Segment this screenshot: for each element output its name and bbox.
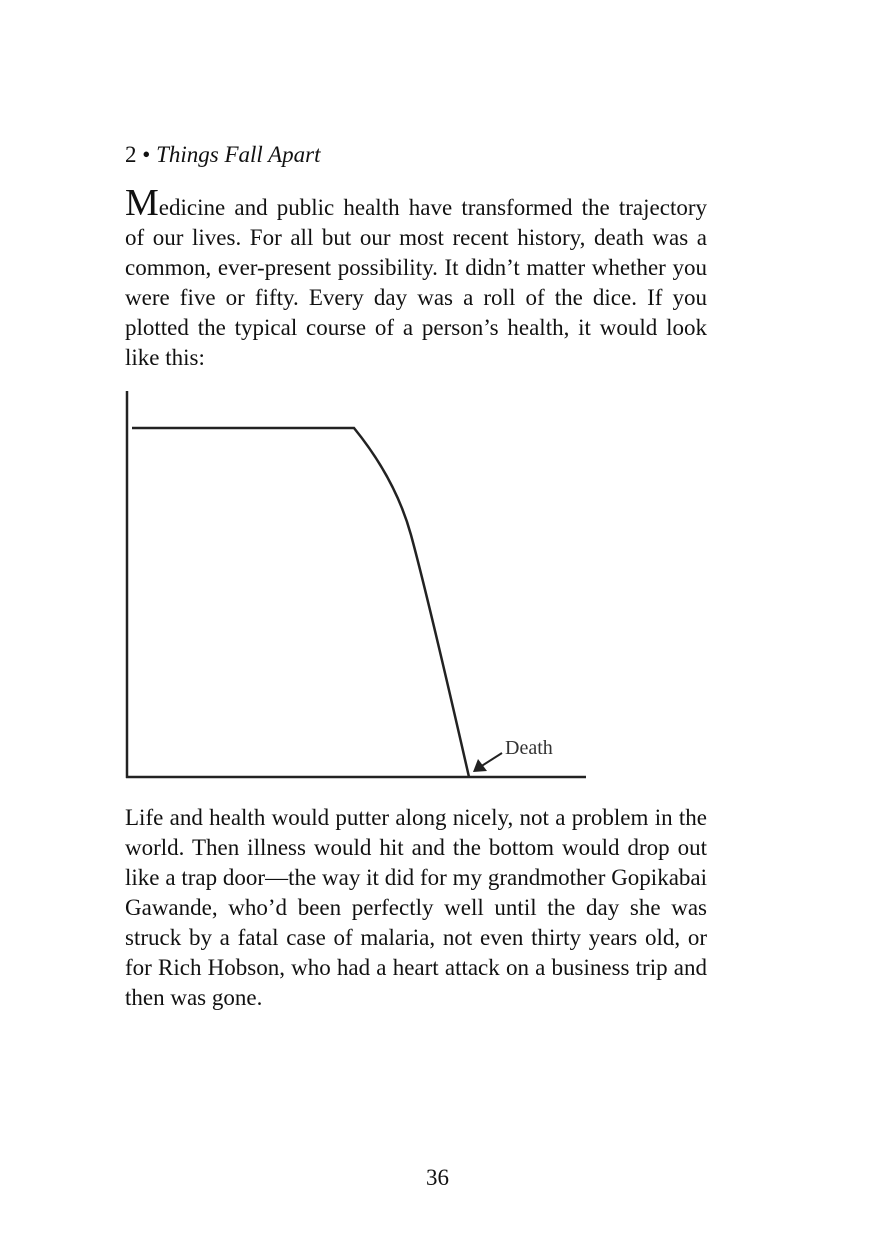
health-curve [132, 428, 469, 777]
running-head [125, 140, 321, 170]
chapter-title: Things Fall Apart [156, 142, 321, 167]
drop-cap: M [125, 182, 159, 224]
death-label: Death [505, 737, 553, 759]
death-arrow-head [473, 759, 487, 772]
health-trajectory-svg [118, 385, 593, 790]
health-trajectory-figure [118, 385, 593, 790]
opening-paragraph [125, 182, 707, 373]
second-paragraph: Life and health would putter along nicely, not a problem in the world. Then illness would hit and the bottom would drop out like a trap door—the way it did for my grandmother Gopikabai Gawande, who’d been perfectly well until the day she was struck by a fatal case of malaria, not even thirty years old, or for Rich Hobson, who had a heart attack on a business trip and then was gone. [125, 805, 707, 1010]
death-arrow-shaft [480, 753, 502, 767]
page-prefix: 2 • [125, 142, 151, 167]
opening-paragraph-text: edicine and public health have transformed the trajectory of our lives. For all but our most recent history, death was a common, ever-present possibility. It didn’t matter whether you were five or fifty. Every day was a roll of the dice. If you plotted the typical course of a person’s health, it would look like this: [125, 195, 707, 370]
page-number: 36 [426, 1165, 449, 1190]
